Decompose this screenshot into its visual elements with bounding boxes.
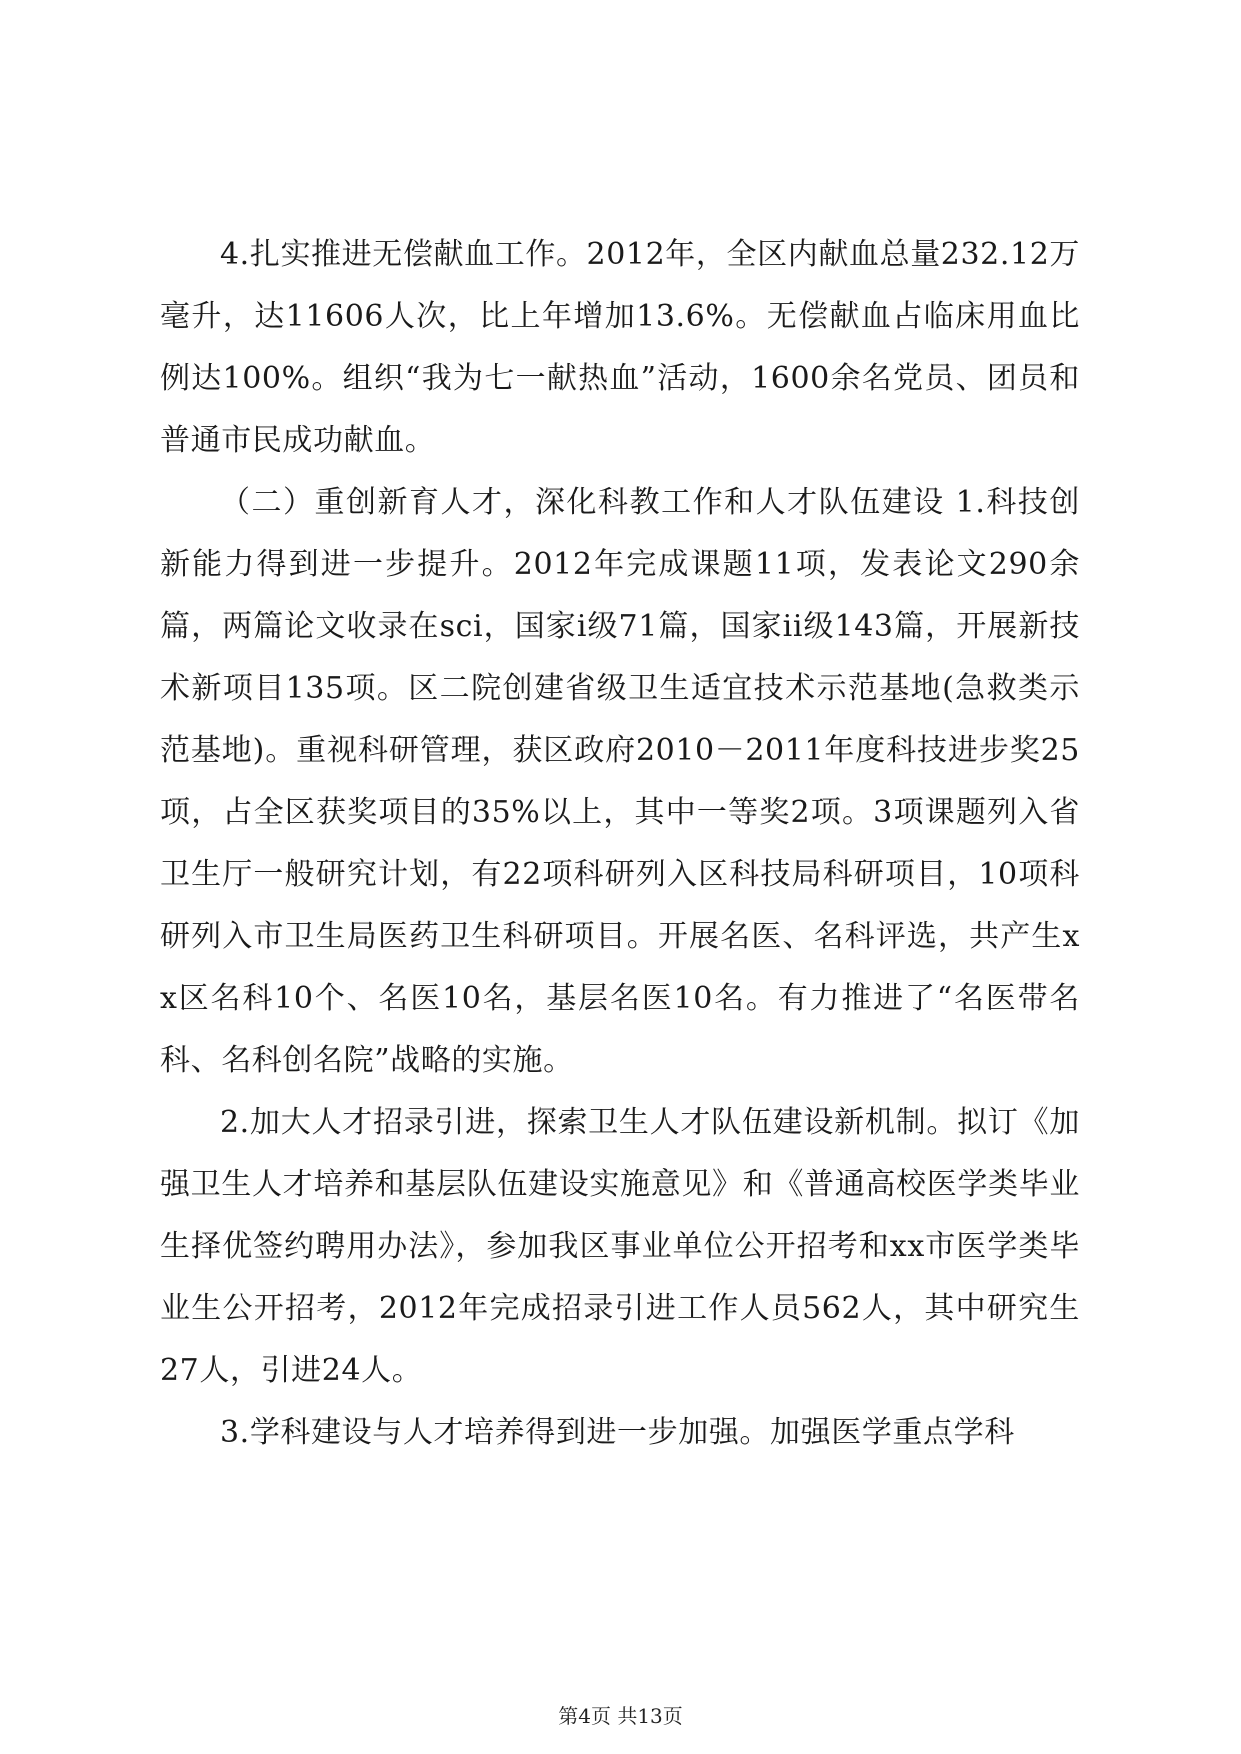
paragraph-blood-donation: 4.扎实推进无偿献血工作。2012年，全区内献血总量232.12万毫升，达11606人次，比上年增加13.6%。无偿献血占临床用血比例达100%。组织“我为七一献热血”活动，1600余名党员、团员和普通市民成功献血。 (160, 237, 1080, 458)
page-number-footer: 第4页 共13页 (558, 1704, 683, 1728)
paragraph-discipline-building: 3.学科建设与人才培养得到进一步加强。加强医学重点学科 (220, 1415, 1015, 1450)
paragraph-science-education: （二）重创新育人才，深化科教工作和人才队伍建设 1.科技创新能力得到进一步提升。2012年完成课题11项，发表论文290余篇，两篇论文收录在sci，国家i级71篇，国家ii级143篇，开展新技术新项目135项。区二院创建省级卫生适宜技术示范基地(急救类示范基地)。重视科研管理，获区政府2010－2011年度科技进步奖25项，占全区获奖项目的35%以上，其中一等奖2项。3项课题列入省卫生厅一般研究计划，有22项科研列入区科技局科研项目，10项科研列入市卫生局医药卫生科研项目。开展名医、名科评选，共产生xx区名科10个、名医10名，基层名医10名。有力推进了“名医带名科、名科创名院”战略的实施。 (160, 485, 1080, 1078)
document-body (160, 224, 1080, 1464)
paragraph-talent-recruitment: 2.加大人才招录引进，探索卫生人才队伍建设新机制。拟订《加强卫生人才培养和基层队伍建设实施意见》和《普通高校医学类毕业生择优签约聘用办法》，参加我区事业单位公开招考和xx市医学类毕业生公开招考，2012年完成招录引进工作人员562人，其中研究生27人，引进24人。 (160, 1105, 1080, 1388)
